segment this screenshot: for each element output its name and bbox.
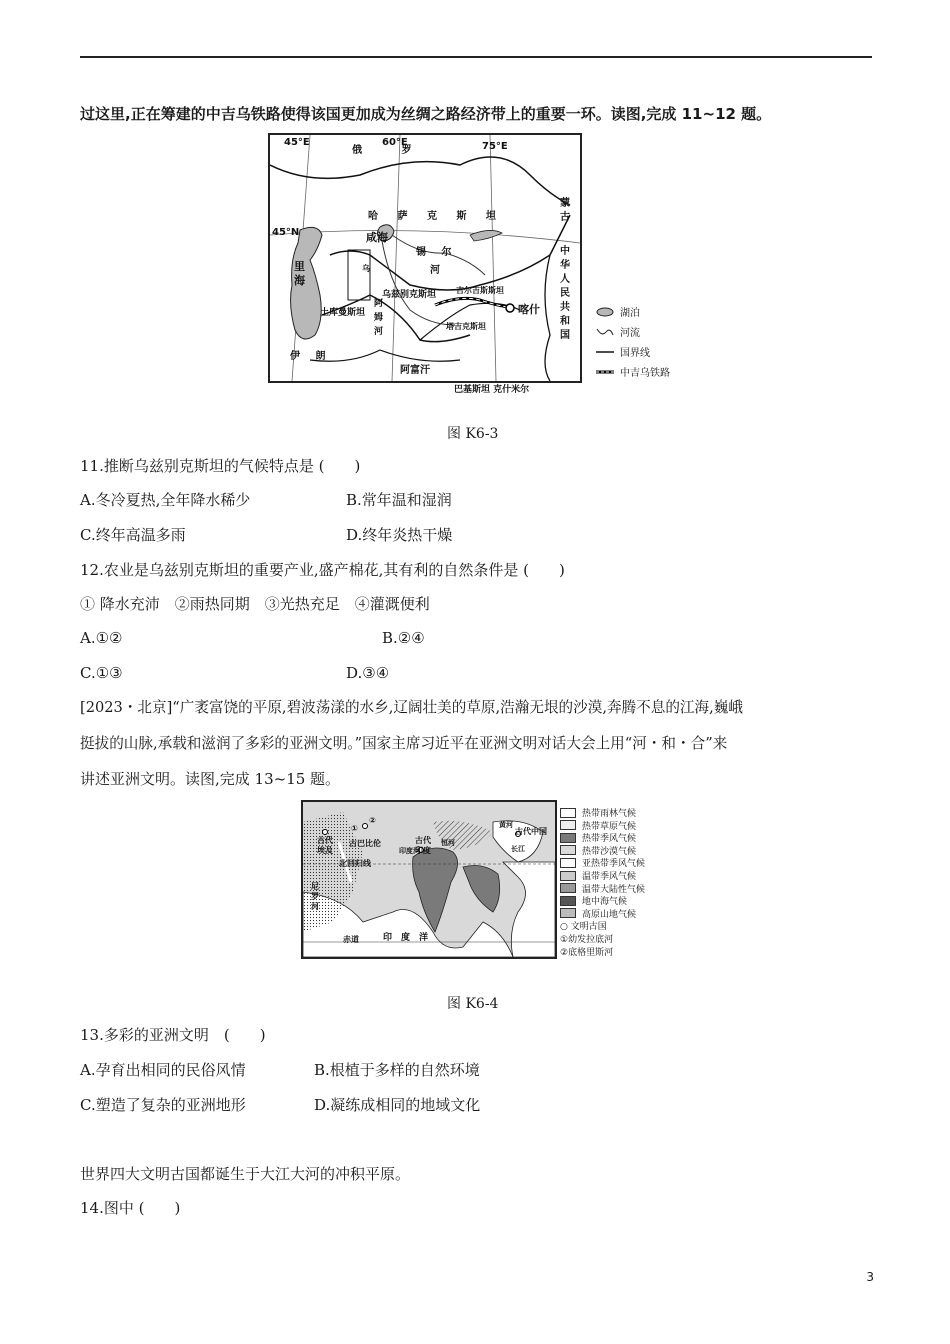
- q11-stem: 11.推断乌兹别克斯坦的气候特点是 ( ): [80, 457, 361, 475]
- railway-swatch-icon: [596, 367, 614, 377]
- statement: 世界四大文明古国都诞生于大江大河的冲积平原。: [80, 1165, 411, 1183]
- label-india: 古代印度: [415, 836, 431, 855]
- climate-legend-row: [560, 806, 636, 819]
- climate-legend-row: [560, 856, 645, 869]
- header-rule: [80, 56, 872, 58]
- label-yangtze: 长江: [511, 845, 525, 853]
- climate-swatch-icon: [560, 845, 576, 855]
- q12-items: ① 降水充沛 ②雨热同期 ③光热充足 ④灌溉便利: [80, 595, 430, 613]
- climate-swatch-icon: [560, 858, 576, 868]
- climate-legend-text: 温带季风气候: [582, 872, 637, 882]
- coord-45e: 45°E: [284, 137, 310, 148]
- legend-railway-text: 中吉乌铁路: [620, 368, 670, 379]
- legend-lake-text: 湖泊: [620, 308, 640, 319]
- label-amu: 阿姆河: [374, 299, 384, 337]
- coord-45n: 45°N: [272, 227, 300, 238]
- label-ocean: 印 度 洋: [383, 933, 429, 943]
- label-russia: 俄 罗: [352, 145, 430, 156]
- climate-swatch-icon: [560, 883, 576, 893]
- china-border: [545, 255, 550, 381]
- climate-legend-row: [560, 945, 613, 958]
- climate-legend-row: [560, 919, 607, 932]
- q13-option-a: A.孕育出相同的民俗风情: [80, 1061, 246, 1079]
- climate-legend-text: 温带大陆性气候: [582, 884, 646, 895]
- q11-option-a: A.冬冷夏热,全年降水稀少: [80, 491, 251, 509]
- kashgar-dot: [506, 304, 514, 312]
- lake-swatch-icon: [596, 307, 614, 317]
- climate-legend-text: 地中海气候: [582, 897, 628, 908]
- label-num1: ①: [351, 824, 358, 833]
- climate-swatch-icon: [560, 833, 576, 843]
- asia-civilization-map: [301, 800, 557, 959]
- balkhash-lake: [470, 230, 502, 241]
- climate-swatch-icon: [560, 820, 576, 830]
- central-asia-map-drawing: [270, 135, 580, 381]
- coord-60e: 60°E: [382, 137, 408, 148]
- russia-border: [270, 157, 570, 205]
- climate-legend-row: [560, 882, 645, 895]
- climate-legend-row: [560, 819, 636, 832]
- legend-border: [596, 344, 650, 359]
- caption-k6-4: 图 K6-4: [447, 996, 499, 1012]
- q12-stem: 12.农业是乌兹别克斯坦的重要产业,盛产棉花,其有利的自然条件是 ( ): [80, 561, 565, 579]
- q11-option-c: C.终年高温多雨: [80, 526, 186, 544]
- map1-bottom-label: 巴基斯坦 克什米尔: [454, 385, 530, 395]
- q12-option-c: C.①③: [80, 664, 123, 682]
- climate-legend-text: 热带季风气候: [582, 834, 637, 845]
- climate-legend-text: 热带沙漠气候: [582, 846, 637, 857]
- climate-legend-text: ○ 文明古国: [560, 922, 607, 933]
- climate-legend-text: 亚热带季风气候: [582, 859, 646, 870]
- q13-option-c: C.塑造了复杂的亚洲地形: [80, 1096, 246, 1114]
- q13-option-b: B.根植于多样的自然环境: [314, 1061, 480, 1079]
- label-mongolia: 蒙古: [560, 198, 570, 223]
- coord-75e: 75°E: [482, 141, 508, 152]
- q12-option-a: A.①②: [80, 629, 123, 647]
- se-asia-monsoon: [463, 866, 500, 912]
- railway: [435, 298, 508, 307]
- label-tropic: 北回归线: [339, 859, 371, 868]
- passage-line-3: 讲述亚洲文明。读图,完成 13~15 题。: [80, 770, 341, 788]
- pacific-ocean: [503, 862, 555, 957]
- q12-option-d: D.③④: [346, 664, 390, 682]
- label-indus: 印度河: [399, 847, 420, 855]
- label-uzbekistan: 乌兹别克斯坦: [382, 290, 437, 300]
- climate-legend-row: [560, 844, 636, 857]
- climate-legend-text: 高原山地气候: [582, 909, 637, 920]
- intro-line: 过这里,正在筹建的中吉乌铁路使得该国更加成为丝绸之路经济带上的重要一环。读图,完成 11~12 题。: [80, 105, 772, 123]
- climate-legend-row: [560, 869, 636, 882]
- q12-option-b: B.②④: [382, 629, 425, 647]
- label-caspian: 里海: [294, 260, 305, 287]
- label-egypt: 古代埃及: [317, 836, 333, 855]
- q11-option-b: B.常年温和湿润: [346, 491, 452, 509]
- climate-swatch-icon: [560, 871, 576, 881]
- label-babylon: 古巴比伦: [349, 839, 381, 848]
- meridian-75e: [490, 135, 496, 381]
- uz-box: [348, 250, 370, 300]
- label-aral: 咸海: [366, 231, 388, 244]
- q13-option-d: D.凝练成相同的地域文化: [314, 1096, 481, 1114]
- climate-legend-row: [560, 932, 613, 945]
- label-uz-short: 乌: [362, 264, 370, 273]
- legend-river-text: 河流: [620, 328, 640, 339]
- label-kyrgyzstan: 吉尔吉斯斯坦: [456, 286, 504, 295]
- label-turkmenistan: 土库曼斯坦: [320, 308, 366, 318]
- q11-option-d: D.终年炎热干燥: [346, 526, 453, 544]
- label-nile: 尼罗河: [311, 882, 319, 911]
- caption-k6-3: 图 K6-3: [447, 426, 499, 442]
- climate-legend-row: [560, 831, 636, 844]
- climate-swatch-icon: [560, 908, 576, 918]
- legend-railway: [596, 364, 670, 379]
- label-iran: 伊 朗: [290, 351, 332, 362]
- legend-border-text: 国界线: [620, 348, 650, 359]
- climate-legend-text: 热带草原气候: [582, 821, 637, 832]
- meridian-60e: [392, 135, 400, 381]
- legend-lake: [596, 304, 640, 319]
- label-kashgar: 喀什: [518, 303, 540, 316]
- babylon-dot: [363, 824, 368, 829]
- climate-legend-text: 热带雨林气候: [582, 809, 637, 819]
- label-syr: 锡 尔: [416, 247, 458, 258]
- page-number: 3: [866, 1270, 874, 1284]
- central-asia-map: [268, 133, 582, 383]
- label-ganges: 恒河: [441, 839, 455, 847]
- label-tajikistan: 塔吉克斯坦: [446, 322, 486, 331]
- label-china-civ: 古代中国: [515, 827, 547, 836]
- climate-swatch-icon: [560, 808, 576, 818]
- q14-stem: 14.图中 ( ): [80, 1199, 181, 1217]
- egypt-dot: [323, 830, 328, 835]
- climate-legend-text: ①幼发拉底河: [560, 935, 614, 945]
- climate-legend-row: [560, 907, 636, 920]
- label-afghanistan: 阿富汗: [400, 365, 430, 376]
- label-river: 河: [430, 265, 440, 276]
- climate-legend-text: ②底格里斯河: [560, 947, 614, 958]
- label-equator: 赤道: [343, 935, 359, 944]
- legend-river: [596, 324, 640, 339]
- label-yellow: 黄河: [499, 821, 513, 829]
- passage-line-1: [2023・北京]“广袤富饶的平原,碧波荡漾的水乡,辽阔壮美的草原,浩瀚无垠的沙漠,奔腾不息的江海,巍峨: [80, 699, 743, 716]
- river-swatch-icon: [596, 327, 614, 337]
- label-china: 中华人民共和国: [560, 246, 570, 341]
- iran-border: [310, 350, 460, 361]
- q13-stem: 13.多彩的亚洲文明 ( ): [80, 1026, 266, 1044]
- passage-line-2: 挺拔的山脉,承载和滋润了多彩的亚洲文明。”国家主席习近平在亚洲文明对话大会上用“河・和・合”来: [80, 735, 728, 752]
- climate-swatch-icon: [560, 896, 576, 906]
- climate-legend-row: [560, 894, 627, 907]
- label-num2: ②: [369, 816, 376, 825]
- label-kazakhstan: 哈 萨 克 斯 坦: [368, 211, 504, 222]
- border-swatch-icon: [596, 347, 614, 357]
